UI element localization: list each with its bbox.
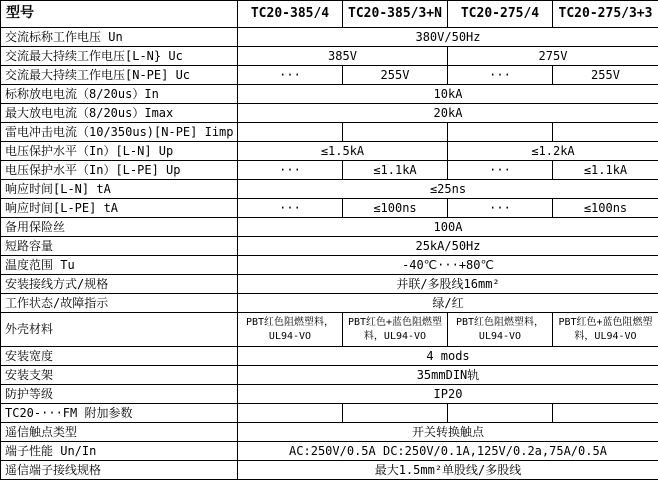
table-header-row — [1, 1, 658, 28]
spec-cell: 275V — [448, 47, 658, 66]
spec-cell: PBT红色+蓝色阻燃塑料，UL94-VO — [553, 313, 658, 347]
row-label: 安装支架 — [1, 366, 238, 385]
spec-cell: ··· — [238, 199, 343, 218]
row-label: 温度范围 Tu — [1, 256, 238, 275]
row-label: TC20-···FM 附加参数 — [1, 404, 238, 423]
table-body — [1, 28, 658, 480]
table-row — [1, 218, 658, 237]
row-label: 标称放电电流（8/20us）In — [1, 85, 238, 104]
row-label: 响应时间[L-N] tA — [1, 180, 238, 199]
column-header: TC20-275/3+3 — [553, 1, 658, 28]
spec-cell: -40℃···+80℃ — [238, 256, 658, 275]
spec-cell: 20kA — [238, 104, 658, 123]
spec-cell — [448, 404, 553, 423]
column-header: TC20-275/4 — [448, 1, 553, 28]
spec-cell: 4 mods — [238, 347, 658, 366]
spec-cell: ≤100ns — [343, 199, 448, 218]
spec-cell: ≤1.1kA — [343, 161, 448, 180]
spec-cell: PBT红色阻燃塑料，UL94-VO — [238, 313, 343, 347]
spec-cell: ≤25ns — [238, 180, 658, 199]
table-row — [1, 104, 658, 123]
row-label: 端子性能 Un/In — [1, 442, 238, 461]
row-label: 电压保护水平（In）[L-PE] Up — [1, 161, 238, 180]
row-label: 短路容量 — [1, 237, 238, 256]
row-label: 外壳材料 — [1, 313, 238, 347]
spec-cell: 100A — [238, 218, 658, 237]
spec-cell: 25kA/50Hz — [238, 237, 658, 256]
spec-cell — [553, 123, 658, 142]
row-label: 电压保护水平（In）[L-N] Up — [1, 142, 238, 161]
row-label: 工作状态/故障指示 — [1, 294, 238, 313]
table-row — [1, 256, 658, 275]
spec-cell: ≤1.1kA — [553, 161, 658, 180]
spec-cell: PBT红色+蓝色阻燃塑料，UL94-VO — [343, 313, 448, 347]
table-row — [1, 423, 658, 442]
row-label: 安装宽度 — [1, 347, 238, 366]
spec-cell — [553, 404, 658, 423]
row-label: 交流最大持续工作电压[N-PE] Uc — [1, 66, 238, 85]
spec-cell: ··· — [238, 66, 343, 85]
table-row — [1, 47, 658, 66]
spec-cell: 开关转换触点 — [238, 423, 658, 442]
table-row — [1, 180, 658, 199]
spec-cell: ≤1.2kA — [448, 142, 658, 161]
spec-cell: 255V — [343, 66, 448, 85]
row-label: 备用保险丝 — [1, 218, 238, 237]
table-row — [1, 385, 658, 404]
row-label: 防护等级 — [1, 385, 238, 404]
row-label: 遥信触点类型 — [1, 423, 238, 442]
table-row — [1, 66, 658, 85]
column-header: TC20-385/4 — [238, 1, 343, 28]
spec-cell: IP20 — [238, 385, 658, 404]
spec-cell: ≤1.5kA — [238, 142, 448, 161]
spec-cell: AC:250V/0.5A DC:250V/0.1A,125V/0.2a,75A/0.5A — [238, 442, 658, 461]
spec-cell: 最大1.5mm²单股线/多股线 — [238, 461, 658, 480]
table-row — [1, 461, 658, 480]
spec-cell: ··· — [448, 199, 553, 218]
spec-cell: 385V — [238, 47, 448, 66]
spec-cell: 并联/多股线16mm² — [238, 275, 658, 294]
table-row — [1, 313, 658, 347]
table-row — [1, 123, 658, 142]
spec-cell: PBT红色阻燃塑料，UL94-VO — [448, 313, 553, 347]
table-row — [1, 142, 658, 161]
corner-header-model: 型号 — [1, 1, 238, 28]
row-label: 雷电冲击电流（10/350us)[N-PE] Iimp — [1, 123, 238, 142]
row-label: 遥信端子接线规格 — [1, 461, 238, 480]
column-header: TC20-385/3+N — [343, 1, 448, 28]
table-row — [1, 275, 658, 294]
table-row — [1, 404, 658, 423]
spec-cell — [238, 123, 343, 142]
table-row — [1, 237, 658, 256]
spec-cell: 380V/50Hz — [238, 28, 658, 47]
table-row — [1, 85, 658, 104]
row-label: 交流最大持续工作电压[L-N} Uc — [1, 47, 238, 66]
table-row — [1, 199, 658, 218]
spec-cell — [448, 123, 553, 142]
spec-cell — [343, 123, 448, 142]
row-label: 响应时间[L-PE] tA — [1, 199, 238, 218]
spec-cell: 10kA — [238, 85, 658, 104]
table-row — [1, 28, 658, 47]
table-row — [1, 366, 658, 385]
spec-cell: ··· — [448, 161, 553, 180]
table-row — [1, 442, 658, 461]
spec-cell: 绿/红 — [238, 294, 658, 313]
spec-cell: 35mmDIN轨 — [238, 366, 658, 385]
table-row — [1, 161, 658, 180]
spec-cell: ··· — [238, 161, 343, 180]
spec-cell: ≤100ns — [553, 199, 658, 218]
table-row — [1, 347, 658, 366]
row-label: 安装接线方式/规格 — [1, 275, 238, 294]
spec-cell — [343, 404, 448, 423]
row-label: 交流标称工作电压 Un — [1, 28, 238, 47]
spec-cell — [238, 404, 343, 423]
spec-cell: 255V — [553, 66, 658, 85]
row-label: 最大放电电流（8/20us）Imax — [1, 104, 238, 123]
spec-cell: ··· — [448, 66, 553, 85]
table-row — [1, 294, 658, 313]
